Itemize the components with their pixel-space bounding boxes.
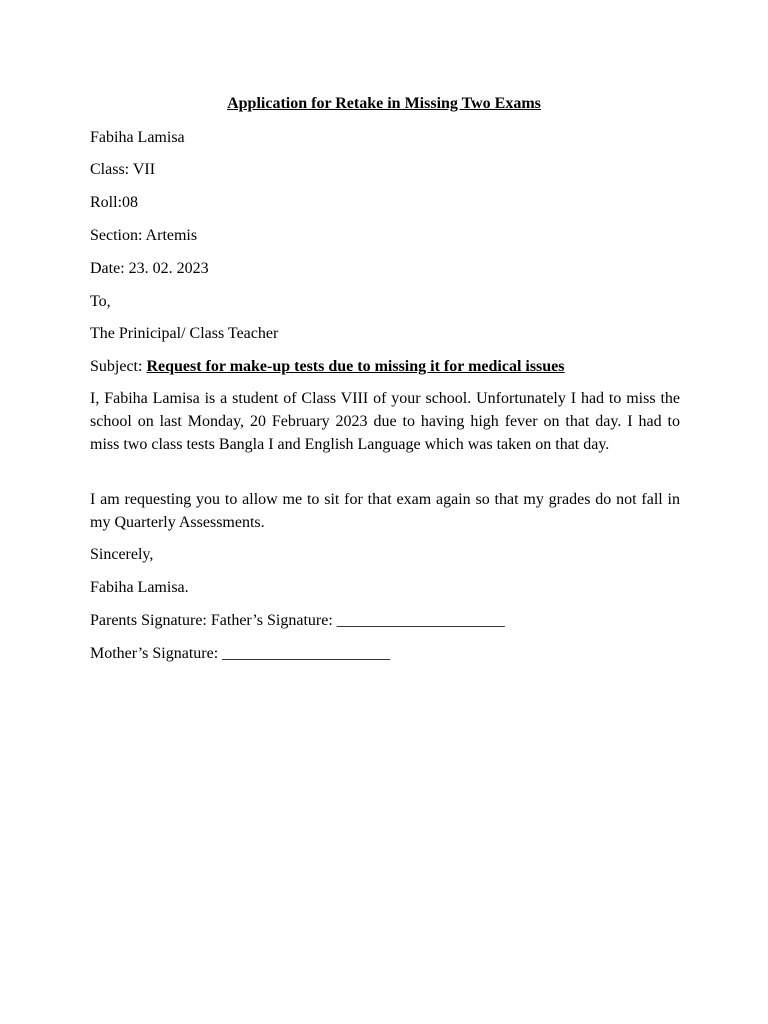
subject-line <box>90 357 680 377</box>
student-name: Fabiha Lamisa <box>90 129 185 146</box>
salutation-to: To, <box>90 293 111 310</box>
recipient: The Prinicipal/ Class Teacher <box>90 325 279 342</box>
letter-date: Date: 23. 02. 2023 <box>90 260 209 277</box>
body-paragraph-2: I am requesting you to allow me to sit for that exam again so that my grades do not fall in my Quarterly Assessments. <box>90 491 680 531</box>
student-roll: Roll:08 <box>90 194 139 211</box>
parents-signature-line: Parents Signature: Father’s Signature: _____________________ <box>90 612 505 629</box>
mother-signature-line: Mother’s Signature: _____________________ <box>90 645 391 662</box>
closing: Sincerely, <box>90 546 154 563</box>
subject-text: Request for make-up tests due to missing it for medical issues <box>146 358 565 375</box>
signature-name: Fabiha Lamisa. <box>90 579 189 596</box>
subject-label: Subject: <box>90 358 147 375</box>
student-section: Section: Artemis <box>90 227 198 244</box>
body-paragraph-1: I, Fabiha Lamisa is a student of Class VIII of your school. Unfortunately I had to miss the school on last Monday, 20 February 2023 due to having high fever on that day. I had to miss two class tests Bangla I and English Language which was taken on that day. <box>90 390 680 453</box>
document-title: Application for Retake in Missing Two Exams <box>227 95 541 112</box>
student-class: Class: VII <box>90 161 156 178</box>
